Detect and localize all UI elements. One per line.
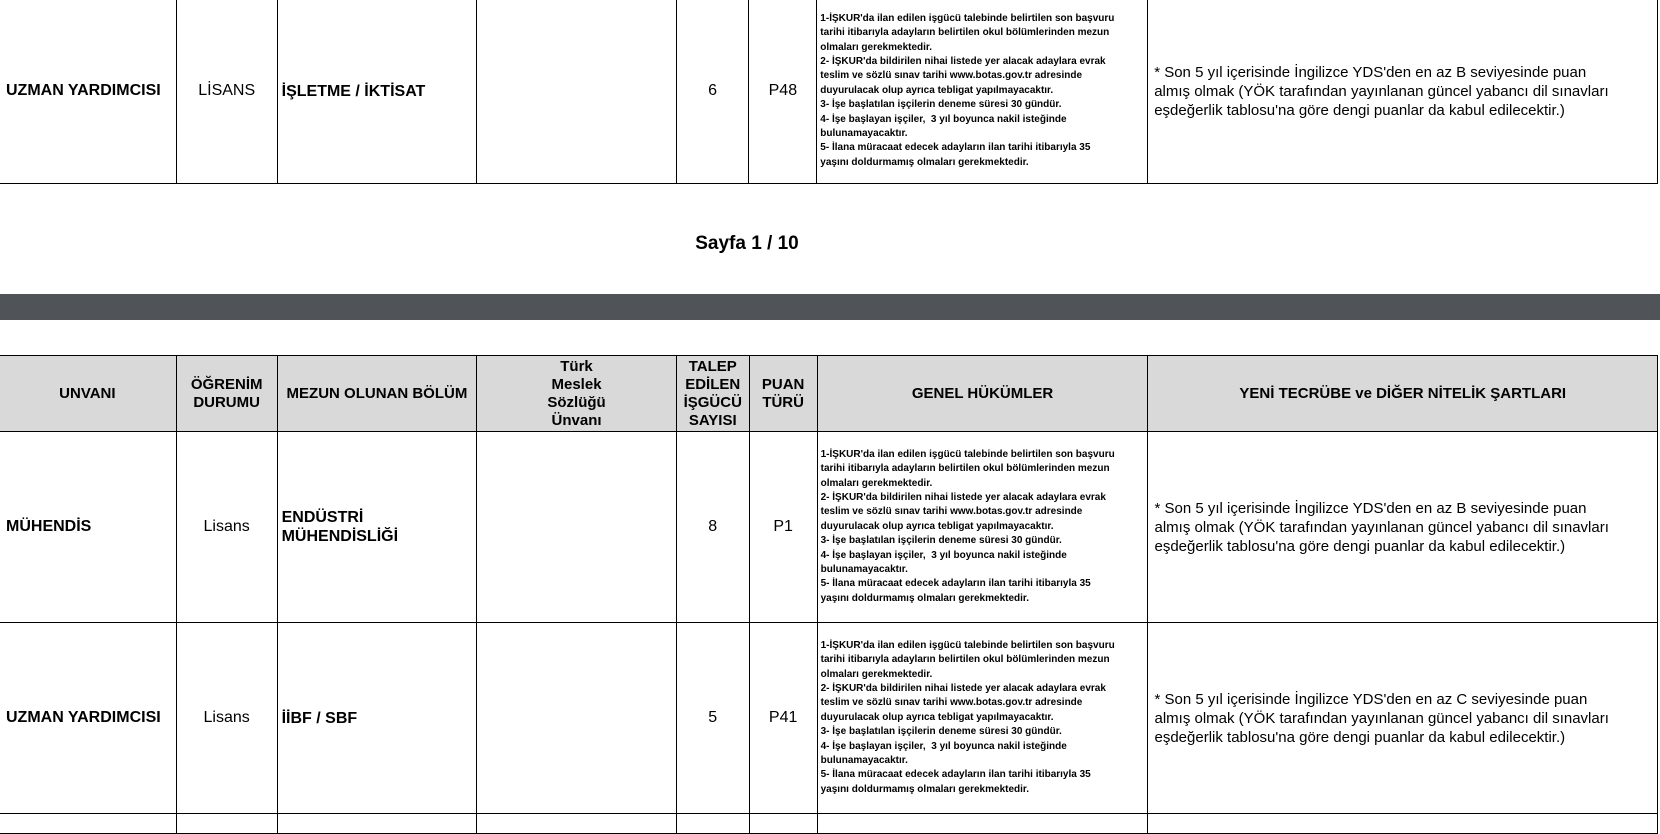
page-separator bbox=[0, 294, 1660, 320]
header-line: Meslek bbox=[551, 375, 602, 393]
nitelik-cell bbox=[1148, 0, 1658, 184]
header-talep bbox=[676, 356, 749, 432]
unvan-cell: MÜHENDİS bbox=[0, 432, 176, 623]
hukum-line: tarihi itibarıyla adayların belirtilen okul bölümlerinden mezun bbox=[820, 463, 1110, 475]
hukum-line: yaşını doldurmamış olmaları gerekmektedir. bbox=[820, 156, 1029, 168]
nitelik-line: almış olmak (YÖK tarafından yayınlanan güncel yabancı dil sınavları bbox=[1154, 709, 1609, 727]
nitelik-line: eşdeğerlik tablosu'na göre dengi puanlar da kabul edilecektir.) bbox=[1154, 537, 1566, 555]
nitelik-cell bbox=[1148, 432, 1658, 623]
ogrenim-cell: Lisans bbox=[176, 623, 277, 814]
hukum-line: duyurulacak olup ayrıca tebligat yapılmayacaktır. bbox=[820, 711, 1054, 723]
page1-table bbox=[0, 0, 1658, 184]
header-line: Sözlüğü bbox=[547, 393, 606, 411]
hukum-line: 1-İŞKUR'da ilan edilen işgücü talebinde belirtilen son başvuru bbox=[820, 639, 1115, 651]
table-row bbox=[0, 432, 1658, 623]
header-ogrenim bbox=[176, 356, 277, 432]
hukum-line: 2- İŞKUR'da bildirilen nihai listede yer alacak adaylara evrak bbox=[820, 55, 1106, 67]
hukum-line: teslim ve sözlü sınav tarihi www.botas.gov.tr adresinde bbox=[820, 697, 1083, 709]
genel-hukumler-cell bbox=[817, 432, 1148, 623]
hukum-line: duyurulacak olup ayrıca tebligat yapılmayacaktır. bbox=[820, 84, 1054, 96]
ogrenim-cell: LİSANS bbox=[176, 0, 277, 184]
hukum-line: olmaları gerekmektedir. bbox=[820, 477, 933, 489]
hukum-line: bulunamayacaktır. bbox=[820, 128, 908, 140]
nitelik-line: * Son 5 yıl içerisinde İngilizce YDS'den en az C seviyesinde puan bbox=[1154, 690, 1588, 708]
unvan-cell: UZMAN YARDIMCISI bbox=[0, 623, 176, 814]
hukum-line: 3- İşe başlatılan işçilerin deneme süresi 30 gündür. bbox=[820, 726, 1062, 738]
hukum-line: 1-İŞKUR'da ilan edilen işgücü talebinde belirtilen son başvuru bbox=[820, 12, 1115, 24]
hukum-line: teslim ve sözlü sınav tarihi www.botas.gov.tr adresinde bbox=[820, 70, 1083, 82]
header-line: PUAN bbox=[761, 375, 805, 393]
genel-hukumler-cell bbox=[817, 0, 1148, 184]
bolum-line: İİBF / SBF bbox=[281, 709, 358, 727]
table-row bbox=[0, 623, 1658, 814]
meslek-cell bbox=[477, 432, 676, 623]
header-row bbox=[0, 356, 1658, 432]
hukum-line: olmaları gerekmektedir. bbox=[820, 668, 933, 680]
header-genel: GENEL HÜKÜMLER bbox=[817, 356, 1148, 432]
hukum-line: bulunamayacaktır. bbox=[820, 564, 908, 576]
header-line: İŞGÜCÜ bbox=[683, 393, 742, 411]
page-indicator: Sayfa 1 / 10 bbox=[695, 233, 799, 254]
hukum-line: tarihi itibarıyla adayların belirtilen okul bölümlerinden mezun bbox=[820, 654, 1110, 666]
sayi-cell: 6 bbox=[676, 0, 749, 184]
bolum-line: MÜHENDİSLİĞİ bbox=[281, 528, 399, 545]
nitelik-line: almış olmak (YÖK tarafından yayınlanan güncel yabancı dil sınavları bbox=[1154, 82, 1609, 100]
header-yeni: YENİ TECRÜBE ve DİĞER NİTELİK ŞARTLARI bbox=[1148, 356, 1658, 432]
hukum-line: tarihi itibarıyla adayların belirtilen okul bölümlerinden mezun bbox=[820, 27, 1110, 39]
table-row bbox=[0, 814, 1658, 834]
nitelik-line: almış olmak (YÖK tarafından yayınlanan güncel yabancı dil sınavları bbox=[1154, 518, 1609, 536]
header-line: ÖĞRENİM bbox=[190, 375, 263, 393]
header-unvani: UNVANI bbox=[0, 356, 176, 432]
header-line: Türk bbox=[560, 357, 593, 375]
genel-hukumler-cell bbox=[817, 623, 1148, 814]
hukum-line: 5- İlana müracaat edecek adayların ilan tarihi itibarıyla 35 bbox=[820, 142, 1091, 154]
header-line: EDİLEN bbox=[685, 375, 741, 393]
hukum-line: 5- İlana müracaat edecek adayların ilan tarihi itibarıyla 35 bbox=[820, 769, 1091, 781]
meslek-cell bbox=[477, 0, 676, 184]
sayi-cell: 5 bbox=[676, 623, 749, 814]
header-line: DURUMU bbox=[193, 393, 260, 411]
puan-cell: P1 bbox=[749, 432, 817, 623]
table-row bbox=[0, 0, 1658, 184]
puan-cell: P41 bbox=[749, 623, 817, 814]
unvan-cell: UZMAN YARDIMCISI bbox=[0, 0, 176, 184]
hukum-line: 1-İŞKUR'da ilan edilen işgücü talebinde belirtilen son başvuru bbox=[820, 448, 1115, 460]
hukum-line: 2- İŞKUR'da bildirilen nihai listede yer alacak adaylara evrak bbox=[820, 682, 1106, 694]
hukum-line: 5- İlana müracaat edecek adayların ilan tarihi itibarıyla 35 bbox=[820, 578, 1091, 590]
nitelik-line: * Son 5 yıl içerisinde İngilizce YDS'den en az B seviyesinde puan bbox=[1154, 63, 1587, 81]
hukum-line: duyurulacak olup ayrıca tebligat yapılmayacaktır. bbox=[820, 520, 1054, 532]
ogrenim-cell: Lisans bbox=[176, 432, 277, 623]
header-line: TALEP bbox=[688, 357, 737, 375]
bolum-cell bbox=[277, 432, 477, 623]
nitelik-line: * Son 5 yıl içerisinde İngilizce YDS'den en az B seviyesinde puan bbox=[1154, 499, 1587, 517]
header-line: SAYISI bbox=[688, 411, 737, 429]
hukum-line: 3- İşe başlatılan işçilerin deneme süresi 30 gündür. bbox=[820, 535, 1062, 547]
header-bolum: MEZUN OLUNAN BÖLÜM bbox=[277, 356, 477, 432]
header-puan bbox=[749, 356, 817, 432]
nitelik-cell bbox=[1148, 623, 1658, 814]
hukum-line: olmaları gerekmektedir. bbox=[820, 41, 933, 53]
hukum-line: 3- İşe başlatılan işçilerin deneme süresi 30 gündür. bbox=[820, 99, 1062, 111]
header-meslek bbox=[477, 356, 676, 432]
sayi-cell: 8 bbox=[676, 432, 749, 623]
hukum-line: 4- İşe başlayan işçiler, 3 yıl boyunca nakil isteğinde bbox=[820, 113, 1067, 125]
header-line: TÜRÜ bbox=[762, 393, 804, 411]
hukum-line: teslim ve sözlü sınav tarihi www.botas.gov.tr adresinde bbox=[820, 506, 1083, 518]
bolum-cell: İŞLETME / İKTİSAT bbox=[277, 0, 477, 184]
hukum-line: 2- İŞKUR'da bildirilen nihai listede yer alacak adaylara evrak bbox=[820, 491, 1106, 503]
meslek-cell bbox=[477, 623, 676, 814]
page2-table bbox=[0, 355, 1658, 834]
puan-cell: P48 bbox=[749, 0, 817, 184]
hukum-line: 4- İşe başlayan işçiler, 3 yıl boyunca nakil isteğinde bbox=[820, 740, 1067, 752]
page-top-margin bbox=[0, 320, 1660, 355]
hukum-line: yaşını doldurmamış olmaları gerekmektedir. bbox=[820, 783, 1030, 795]
hukum-line: yaşını doldurmamış olmaları gerekmektedir. bbox=[820, 592, 1030, 604]
header-line: Ünvanı bbox=[551, 411, 602, 429]
bolum-line: ENDÜSTRİ bbox=[281, 509, 364, 526]
bolum-cell bbox=[277, 623, 477, 814]
nitelik-line: eşdeğerlik tablosu'na göre dengi puanlar da kabul edilecektir.) bbox=[1154, 728, 1566, 746]
nitelik-line: eşdeğerlik tablosu'na göre dengi puanlar da kabul edilecektir.) bbox=[1154, 101, 1565, 119]
hukum-line: bulunamayacaktır. bbox=[820, 755, 908, 767]
hukum-line: 4- İşe başlayan işçiler, 3 yıl boyunca nakil isteğinde bbox=[820, 549, 1067, 561]
